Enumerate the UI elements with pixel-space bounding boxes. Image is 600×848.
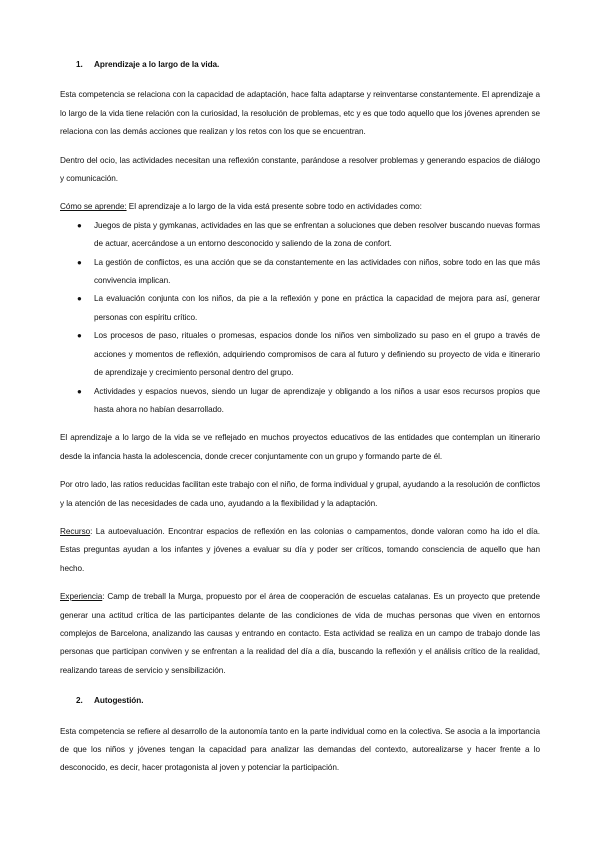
list-item	[60, 290, 540, 327]
inline-text: : La autoevaluación. Encontrar espacios de reflexión en las colonias o campamentos, donde valoran como ha ido el día. Estas preguntas ayudan a los infantes y jóvenes a evaluar su día y poder ser críticos, tomando consciencia de aquello que han hecho.	[60, 526, 540, 573]
paragraph-recurso	[60, 523, 540, 578]
list-item-text: Los procesos de paso, rituales o promesas, espacios donde los niños ven simbolizado su paso en el grupo a través de acciones y momentos de reflexión, adquiriendo compromisos de cara al futuro y definiendo su proyecto de vida e itinerario de aprendizaje y crecimiento personal dentro del grupo.	[94, 331, 540, 378]
list-item	[60, 217, 540, 254]
paragraph-experiencia	[60, 588, 540, 680]
list-item	[60, 383, 540, 420]
bullet-icon: ●	[77, 386, 82, 396]
section-title: Autogestión.	[94, 696, 144, 706]
inline-label: Experiencia	[60, 592, 103, 602]
list-item-text: La evaluación conjunta con los niños, da pie a la reflexión y pone en práctica la capacidad de mejora para así, generar personas con espíritu crítico.	[94, 294, 540, 322]
inline-label: Cómo se aprende:	[60, 202, 127, 212]
paragraph: El aprendizaje a lo largo de la vida se ve reflejado en muchos proyectos educativos de las entidades que contemplan un itinerario desde la infancia hasta la adolescencia, donde crecer conjuntamente con un grupo y formando parte de él.	[60, 433, 540, 461]
bullet-icon: ●	[77, 331, 82, 341]
section-heading-2	[60, 692, 540, 710]
list-item-text: La gestión de conflictos, es una acción que se da constantemente en las actividades con niños, sobre todo en las que más convivencia implican.	[94, 257, 540, 286]
paragraph: Esta competencia se relaciona con la capacidad de adaptación, hace falta adaptarse y reinventarse constantemente. El aprendizaje a lo largo de la vida tiene relación con la curiosidad, la resolución de problemas, etc y es que todo aquello que los jóvenes aprenden se relaciona con las demás acciones que realizan y los retos con los que se encuentran.	[60, 90, 540, 137]
bullet-icon: ●	[77, 294, 82, 304]
bullet-icon: ●	[77, 220, 82, 230]
section-number: 2.	[76, 696, 83, 706]
list-item-text: Actividades y espacios nuevos, siendo un lugar de aprendizaje y obligando a los niños a usar esos recursos propios que hasta ahora no habían desarrollado.	[94, 386, 540, 414]
paragraph: Por otro lado, las ratios reducidas facilitan este trabajo con el niño, de forma individual y grupal, ayudando a la resolución de conflictos y la atención de las necesidades de cada uno, ayudando a la flexibilidad y la adaptación.	[60, 480, 540, 508]
bullet-list	[60, 217, 540, 419]
list-item-text: Juegos de pista y gymkanas, actividades en las que se enfrentan a soluciones que deben resolver buscando nuevas formas de actuar, acercándose a un entorno desconocido y saliendo de la zona de confort.	[94, 220, 540, 249]
section-number: 1.	[76, 60, 83, 69]
inline-text: El aprendizaje a lo largo de la vida está presente sobre todo en actividades como:	[126, 202, 422, 212]
inline-label: Recurso	[60, 526, 91, 536]
paragraph: Esta competencia se refiere al desarrollo de la autonomía tanto en la parte individual como en la colectiva. Se asocia a la importancia de que los niños y jóvenes tengan la capacidad para analizar las demandas del contexto, autorealizarse y hacer frente a lo desconocido, es decir, hacer protagonista al joven y potenciar la participación.	[60, 726, 540, 773]
bullet-icon: ●	[77, 257, 82, 267]
section-heading-1	[60, 56, 540, 74]
section-title: Aprendizaje a lo largo de la vida.	[94, 60, 220, 69]
paragraph: Dentro del ocio, las actividades necesitan una reflexión constante, parándose a resolver problemas y generando espacios de diálogo y comunicación.	[60, 155, 540, 184]
list-item	[60, 254, 540, 291]
paragraph-como-se-aprende	[60, 198, 540, 216]
inline-text: : Camp de treball la Murga, propuesto por el área de cooperación de escuelas catalanas. Es un proyecto que pretende generar una actitud crítica de las participantes delante de las condiciones de vida de muchas personas que viven en entornos complejos de Barcelona, analizando las causas y entrando en contacto. Esta actividad se realiza en un campo de trabajo donde las personas que participan conviven y se enfrentan a la realidad del día a día, buscando la reflexión y el análisis crítico de la realidad, realizando tareas de servicio y sensibilización.	[60, 592, 540, 675]
list-item	[60, 327, 540, 382]
